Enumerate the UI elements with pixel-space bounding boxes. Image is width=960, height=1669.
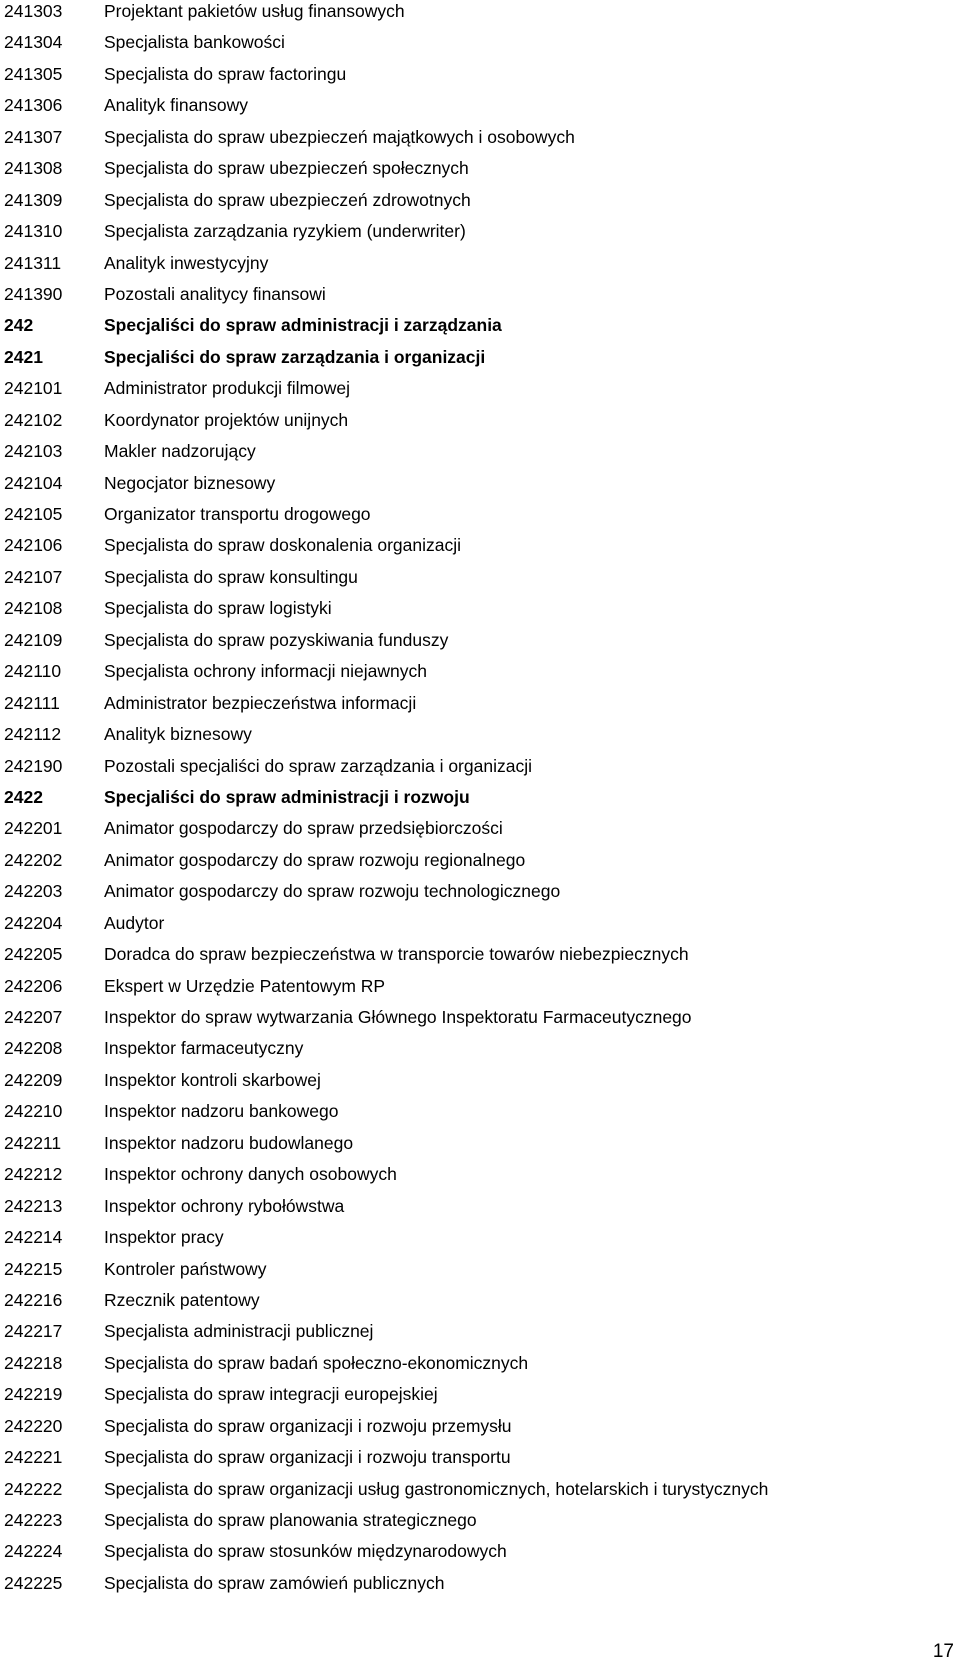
subgroup-code: 2422: [4, 786, 43, 807]
occupation-code: 242107: [4, 566, 63, 587]
occupation-title: Specjalista zarządzania ryzykiem (underwriter): [104, 221, 466, 242]
occupation-code: 242214: [4, 1227, 63, 1248]
occupation-code: 241309: [4, 189, 63, 210]
list-item: [0, 1195, 960, 1226]
occupation-title: Specjalista do spraw ubezpieczeń społecznych: [104, 158, 469, 179]
occupation-code: 241305: [4, 63, 63, 84]
list-item: [0, 0, 960, 31]
occupation-code: 242202: [4, 849, 63, 870]
list-item: [0, 472, 960, 503]
occupation-title: Ekspert w Urzędzie Patentowym RP: [104, 975, 386, 996]
group-heading: [0, 314, 960, 345]
occupation-code: 241308: [4, 158, 63, 179]
list-item: [0, 377, 960, 408]
occupation-title: Pozostali specjaliści do spraw zarządzania i organizacji: [104, 755, 532, 776]
subgroup-title: Specjaliści do spraw administracji i rozwoju: [104, 786, 470, 807]
occupation-title: Doradca do spraw bezpieczeństwa w transporcie towarów niebezpiecznych: [104, 944, 689, 965]
occupation-code: 242101: [4, 378, 63, 399]
occupation-title: Inspektor ochrony rybołówstwa: [104, 1195, 345, 1216]
occupation-code: 241307: [4, 126, 63, 147]
occupation-title: Administrator bezpieczeństwa informacji: [104, 692, 417, 713]
page-number: 17: [932, 1641, 954, 1662]
occupation-code: 242213: [4, 1195, 63, 1216]
list-item: [0, 1320, 960, 1351]
list-item: [0, 1226, 960, 1257]
occupation-title: Koordynator projektów unijnych: [104, 409, 349, 430]
occupation-code: 241310: [4, 221, 63, 242]
list-item: [0, 1478, 960, 1509]
list-item: [0, 252, 960, 283]
occupation-code: 242111: [4, 692, 60, 713]
list-item: [0, 94, 960, 125]
occupation-title: Specjalista bankowości: [104, 32, 285, 53]
occupation-title: Specjalista do spraw organizacji i rozwoju przemysłu: [104, 1415, 512, 1436]
occupation-code: 242223: [4, 1510, 63, 1530]
group-title: Specjaliści do spraw administracji i zarządzania: [104, 315, 502, 336]
list-item: [0, 849, 960, 880]
occupation-code: 242109: [4, 629, 63, 650]
occupation-title: Organizator transportu drogowego: [104, 504, 371, 524]
occupation-title: Specjalista do spraw konsultingu: [104, 566, 358, 587]
occupation-code: 242105: [4, 504, 63, 524]
list-item: [0, 1383, 960, 1414]
list-item: [0, 1132, 960, 1163]
occupation-title: Specjalista do spraw logistyki: [104, 598, 332, 619]
occupation-code: 242106: [4, 535, 63, 556]
occupation-title: Projektant pakietów usług finansowych: [104, 1, 405, 21]
occupation-title: Negocjator biznesowy: [104, 472, 276, 493]
occupation-code: 242110: [4, 661, 62, 682]
subgroup-heading: [0, 346, 960, 377]
occupation-title: Animator gospodarczy do spraw przedsiębiorczości: [104, 818, 503, 839]
subgroup-title: Specjaliści do spraw zarządzania i organizacji: [104, 346, 486, 367]
occupation-title: Specjalista do spraw organizacji usług gastronomicznych, hotelarskich i turystycznych: [104, 1478, 769, 1499]
occupation-code: 242203: [4, 881, 63, 902]
occupation-title: Pozostali analitycy finansowi: [104, 283, 326, 304]
occupation-code: 242217: [4, 1321, 63, 1342]
list-item: [0, 126, 960, 157]
list-item: [0, 1415, 960, 1446]
list-item: [0, 31, 960, 62]
occupation-title: Inspektor nadzoru budowlanego: [104, 1132, 354, 1153]
occupation-title: Specjalista do spraw ubezpieczeń zdrowotnych: [104, 189, 471, 210]
occupation-code: 242225: [4, 1572, 63, 1593]
subgroup-code: 2421: [4, 346, 43, 367]
occupation-code: 242221: [4, 1447, 63, 1468]
occupation-code: 242210: [4, 1101, 63, 1122]
occupation-code: 241390: [4, 283, 63, 304]
occupation-code: 241311: [4, 252, 62, 273]
occupation-title: Administrator produkcji filmowej: [104, 378, 351, 399]
occupation-title: Specjalista do spraw ubezpieczeń majątkowych i osobowych: [104, 126, 575, 147]
occupation-code: 241303: [4, 1, 63, 21]
list-item: [0, 440, 960, 471]
occupation-code: 242207: [4, 1007, 63, 1027]
occupation-title: Analityk inwestycyjny: [104, 252, 269, 273]
list-item: [0, 189, 960, 220]
list-item: [0, 503, 960, 534]
occupation-code: 242208: [4, 1038, 63, 1059]
list-item: [0, 1289, 960, 1320]
occupation-title: Inspektor ochrony danych osobowych: [104, 1164, 397, 1185]
list-item: [0, 1163, 960, 1194]
occupation-code: 242215: [4, 1258, 63, 1279]
occupation-title: Rzecznik patentowy: [104, 1289, 260, 1310]
occupation-title: Specjalista administracji publicznej: [104, 1321, 374, 1342]
occupation-code: 241306: [4, 95, 63, 116]
occupation-code: 242216: [4, 1289, 63, 1310]
occupation-title: Specjalista do spraw planowania strategicznego: [104, 1510, 477, 1530]
occupation-code: 242222: [4, 1478, 63, 1499]
occupation-code: 242209: [4, 1069, 63, 1090]
occupation-code: 242108: [4, 598, 63, 619]
occupation-code: 242190: [4, 755, 63, 776]
occupation-title: Specjalista ochrony informacji niejawnych: [104, 661, 427, 682]
list-item: [0, 283, 960, 314]
occupation-title: Kontroler państwowy: [104, 1258, 267, 1279]
list-item: [0, 1540, 960, 1571]
occupation-code: 242220: [4, 1415, 63, 1436]
occupation-title: Inspektor nadzoru bankowego: [104, 1101, 339, 1122]
occupation-title: Analityk finansowy: [104, 95, 248, 116]
list-item: [0, 629, 960, 660]
occupation-code: 242103: [4, 441, 63, 462]
list-item: [0, 1446, 960, 1477]
list-item: [0, 597, 960, 628]
occupation-title: Specjalista do spraw organizacji i rozwoju transportu: [104, 1447, 511, 1468]
list-item: [0, 723, 960, 754]
occupation-title: Inspektor do spraw wytwarzania Głównego Inspektoratu Farmaceutycznego: [104, 1007, 692, 1027]
list-item: [0, 409, 960, 440]
list-item: [0, 1069, 960, 1100]
occupation-code: 242104: [4, 472, 63, 493]
occupation-title: Animator gospodarczy do spraw rozwoju regionalnego: [104, 849, 526, 870]
list-item: [0, 1100, 960, 1131]
occupation-code: 241304: [4, 32, 63, 53]
list-item: [0, 566, 960, 597]
occupation-code: 242205: [4, 944, 63, 965]
list-item: [0, 912, 960, 943]
occupation-code: 242212: [4, 1164, 63, 1185]
list-item: [0, 1572, 960, 1603]
occupation-title: Inspektor kontroli skarbowej: [104, 1069, 321, 1090]
occupation-title: Analityk biznesowy: [104, 724, 252, 745]
occupation-code: 242204: [4, 912, 63, 933]
list-item: [0, 534, 960, 565]
occupation-title: Specjalista do spraw integracji europejskiej: [104, 1384, 438, 1405]
list-item: [0, 817, 960, 848]
occupation-title: Specjalista do spraw doskonalenia organizacji: [104, 535, 462, 556]
occupation-code: 242206: [4, 975, 63, 996]
occupation-title: Animator gospodarczy do spraw rozwoju technologicznego: [104, 881, 561, 902]
occupation-title: Makler nadzorujący: [104, 441, 256, 462]
list-item: [0, 1037, 960, 1068]
occupation-code: 242224: [4, 1541, 63, 1562]
occupation-title: Inspektor farmaceutyczny: [104, 1038, 304, 1059]
list-item: [0, 1509, 960, 1540]
list-item: [0, 692, 960, 723]
group-code: 242: [4, 315, 34, 336]
list-item: [0, 880, 960, 911]
list-item: [0, 157, 960, 188]
occupation-title: Specjalista do spraw pozyskiwania funduszy: [104, 629, 449, 650]
list-item: [0, 63, 960, 94]
occupation-title: Inspektor pracy: [104, 1227, 224, 1248]
occupation-title: Audytor: [104, 912, 165, 933]
occupation-code: 242211: [4, 1132, 62, 1153]
list-item: [0, 975, 960, 1006]
occupation-code: 242102: [4, 409, 63, 430]
list-item: [0, 1006, 960, 1037]
occupation-code: 242219: [4, 1384, 63, 1405]
occupation-code: 242112: [4, 724, 62, 745]
occupation-title: Specjalista do spraw zamówień publicznych: [104, 1572, 445, 1593]
list-item: [0, 660, 960, 691]
list-item: [0, 755, 960, 786]
occupation-code: 242201: [4, 818, 63, 839]
occupation-title: Specjalista do spraw stosunków międzynarodowych: [104, 1541, 507, 1562]
list-item: [0, 943, 960, 974]
occupation-title: Specjalista do spraw badań społeczno-ekonomicznych: [104, 1352, 529, 1373]
list-item: [0, 1258, 960, 1289]
occupation-title: Specjalista do spraw factoringu: [104, 63, 347, 84]
list-item: [0, 220, 960, 251]
list-item: [0, 1352, 960, 1383]
subgroup-heading: [0, 786, 960, 817]
occupation-code: 242218: [4, 1352, 63, 1373]
